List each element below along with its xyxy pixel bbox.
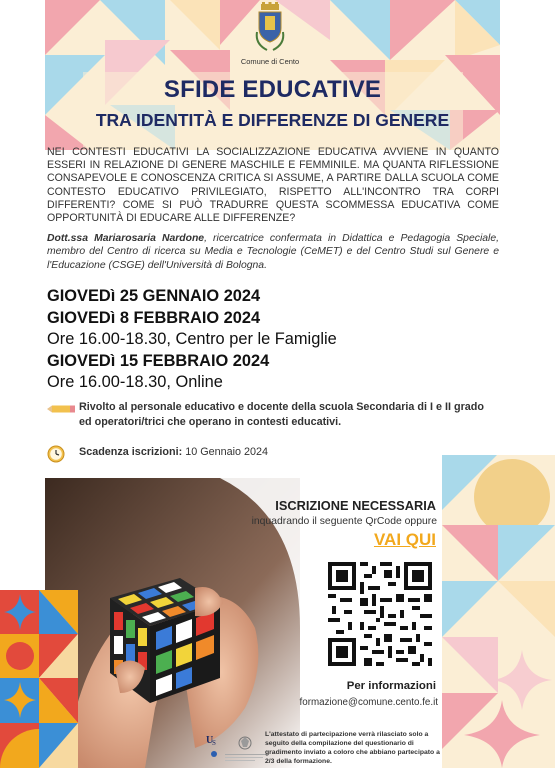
right-geometric-decoration bbox=[442, 455, 555, 768]
date-line: GIOVEDì 15 FEBBRAIO 2024 bbox=[47, 351, 270, 370]
footer bbox=[205, 730, 445, 768]
audience-text: Rivolto al personale educativo e docente della scuola Secondaria di I e II grado ed operatori/trici che operano in contesti educativi. bbox=[79, 401, 484, 428]
deadline-section bbox=[47, 445, 499, 460]
dates-list bbox=[47, 286, 499, 394]
deadline-label: Scadenza iscrizioni: bbox=[79, 446, 183, 458]
event-subtitle: TRA IDENTITÀ E DIFFERENZE DI GENERE bbox=[95, 110, 450, 130]
municipality-crest-icon bbox=[253, 2, 287, 54]
registration-title: ISCRIZIONE NECESSARIA bbox=[275, 498, 436, 513]
info-email[interactable]: formazione@comune.cento.fe.it bbox=[299, 697, 438, 708]
pencil-icon bbox=[47, 404, 75, 419]
qr-code[interactable] bbox=[328, 562, 432, 666]
deadline-value: 10 Gennaio 2024 bbox=[182, 446, 269, 458]
speaker-bio: , ricercatrice confermata in Didattica e Pedagogia Speciale, membro del Centro di ricerca su Media e Tecnologie (CeMET) e del Centro Studi sul Genere e l'Educazione (CSGE) dell'Università di Bologna. bbox=[47, 233, 500, 271]
certificate-note: L'attestato di partecipazione verrà rilasciato solo a seguito della compilazione del questionario di gradimento inviato a coloro che abbiano partecipato a 2/3 della formazione. bbox=[265, 731, 440, 765]
date-line: GIOVEDì 25 GENNAIO 2024 bbox=[47, 287, 261, 305]
info-label: Per informazioni bbox=[346, 680, 436, 692]
date-line: GIOVEDì 8 FEBBRAIO 2024 bbox=[47, 308, 261, 327]
svg-text:U: U bbox=[206, 735, 214, 746]
svg-text:S: S bbox=[212, 739, 216, 747]
left-geometric-decoration bbox=[0, 590, 78, 768]
clock-icon bbox=[47, 445, 65, 468]
date-line: Ore 16.00-18.30, Online bbox=[47, 373, 223, 392]
speaker-paragraph bbox=[47, 232, 499, 272]
municipality-name: Comune di Cento bbox=[240, 57, 300, 66]
registration-link[interactable]: VAI QUI bbox=[373, 530, 436, 549]
audience-section bbox=[47, 400, 499, 430]
audience-row bbox=[47, 400, 499, 430]
speaker-name: Dott.ssa Mariarosaria Nardone bbox=[47, 233, 205, 244]
deadline-row bbox=[47, 445, 499, 460]
intro-paragraph: NEI CONTESTI EDUCATIVI LA SOCIALIZZAZIONE EDUCATIVA AVVIENE IN QUANTO ESSERI IN RELAZIONE DI GENERE MASCHILE E FEMMINILE. MA QUANTA RIFLESSIONE CONSAPEVOLE E CONOSCENZA CRITICA SI ASSUME, A PARTIRE DALLA SCUOLA COME CONTESTO EDUCATIVO PRIVILEGIATO, RISPETTO ALL'INCONTRO TRA CORPI DIFFERENTI? COME SI PUÒ TRADURRE QUESTA SCOMMESSA EDUCATIVA COME OPPORTUNITÀ DI EDUCARE ALLE DIFFERENZE? bbox=[47, 146, 499, 225]
institution-logos bbox=[205, 732, 267, 766]
date-line: Ore 16.00-18.30, Centro per le Famiglie bbox=[47, 330, 337, 349]
event-title: SFIDE EDUCATIVE bbox=[163, 76, 382, 103]
registration-instruction: inquadrando il seguente QrCode oppure bbox=[251, 516, 437, 527]
